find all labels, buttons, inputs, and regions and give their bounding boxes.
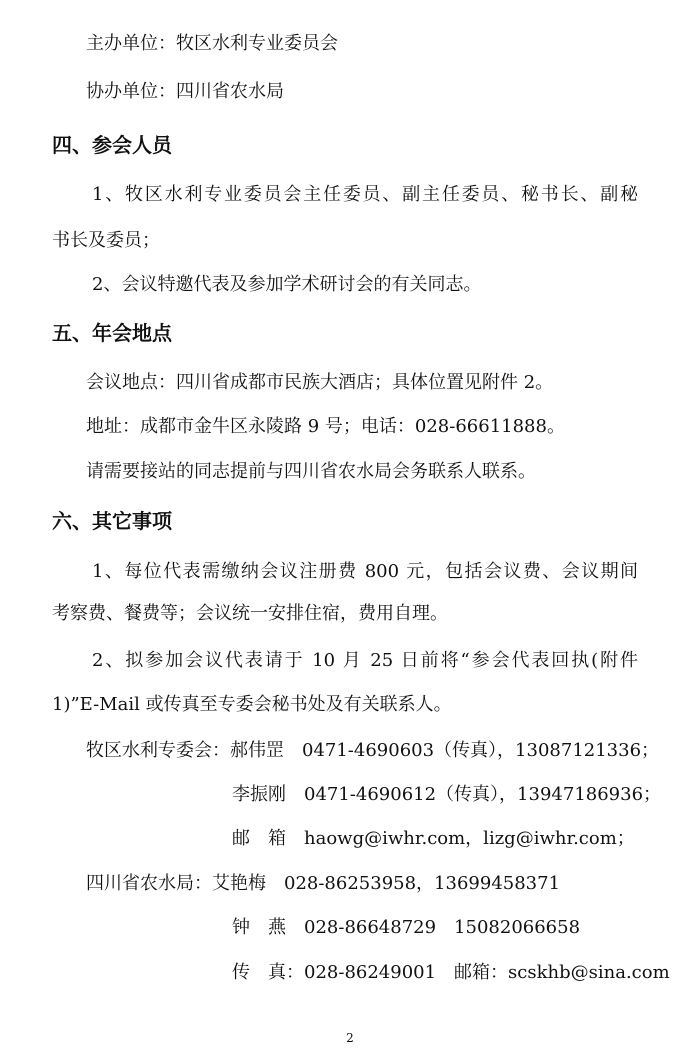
- contact-line-4: 四川省农水局：艾艳梅 028-86253958，13699458371: [86, 873, 561, 894]
- section-6-item-2-line-1: 2、拟参加会议代表请于 10 月 25 日前将“参会代表回执(附件: [92, 650, 638, 671]
- section-6-heading: 六、其它事项: [52, 509, 172, 533]
- contact-line-1: 牧区水利专委会：郝伟罡 0471-4690603（传真），13087121336；: [86, 740, 660, 761]
- venue-line: 会议地点：四川省成都市民族大酒店；具体位置见附件 2。: [86, 372, 554, 393]
- section-6-item-2-line-2: 1)”E-Mail 或传真至专委会秘书处及有关联系人。: [52, 694, 452, 715]
- page-number: 2: [346, 1031, 354, 1045]
- section-6-item-1-line-1: 1、每位代表需缴纳会议注册费 800 元，包括会议费、会议期间: [92, 561, 638, 582]
- contact-line-6: 传 真：028-86249001 邮箱：scskhb@sina.com: [232, 962, 670, 983]
- section-5-heading: 五、年会地点: [52, 321, 172, 345]
- section-6-item-1-line-2: 考察费、餐费等；会议统一安排住宿，费用自理。: [52, 603, 448, 624]
- section-4-item-2: 2、会议特邀代表及参加学术研讨会的有关同志。: [92, 274, 482, 295]
- organizer-line: 主办单位：牧区水利专业委员会: [86, 33, 338, 54]
- address-line: 地址：成都市金牛区永陵路 9 号；电话：028-66611888。: [86, 416, 565, 437]
- co-organizer-line: 协办单位：四川省农水局: [86, 81, 284, 102]
- section-4-item-1-line-2: 书长及委员；: [52, 230, 160, 251]
- section-4-heading: 四、参会人员: [52, 133, 172, 157]
- contact-line-5: 钟 燕 028-86648729 15082066658: [232, 917, 581, 938]
- contact-line-3: 邮 箱 haowg@iwhr.com，lizg@iwhr.com；: [232, 828, 635, 849]
- section-4-item-1-line-1: 1、牧区水利专业委员会主任委员、副主任委员、秘书长、副秘: [92, 184, 638, 205]
- pickup-line: 请需要接站的同志提前与四川省农水局会务联系人联系。: [86, 461, 536, 482]
- contact-line-2: 李振刚 0471-4690612（传真），13947186936；: [232, 784, 662, 805]
